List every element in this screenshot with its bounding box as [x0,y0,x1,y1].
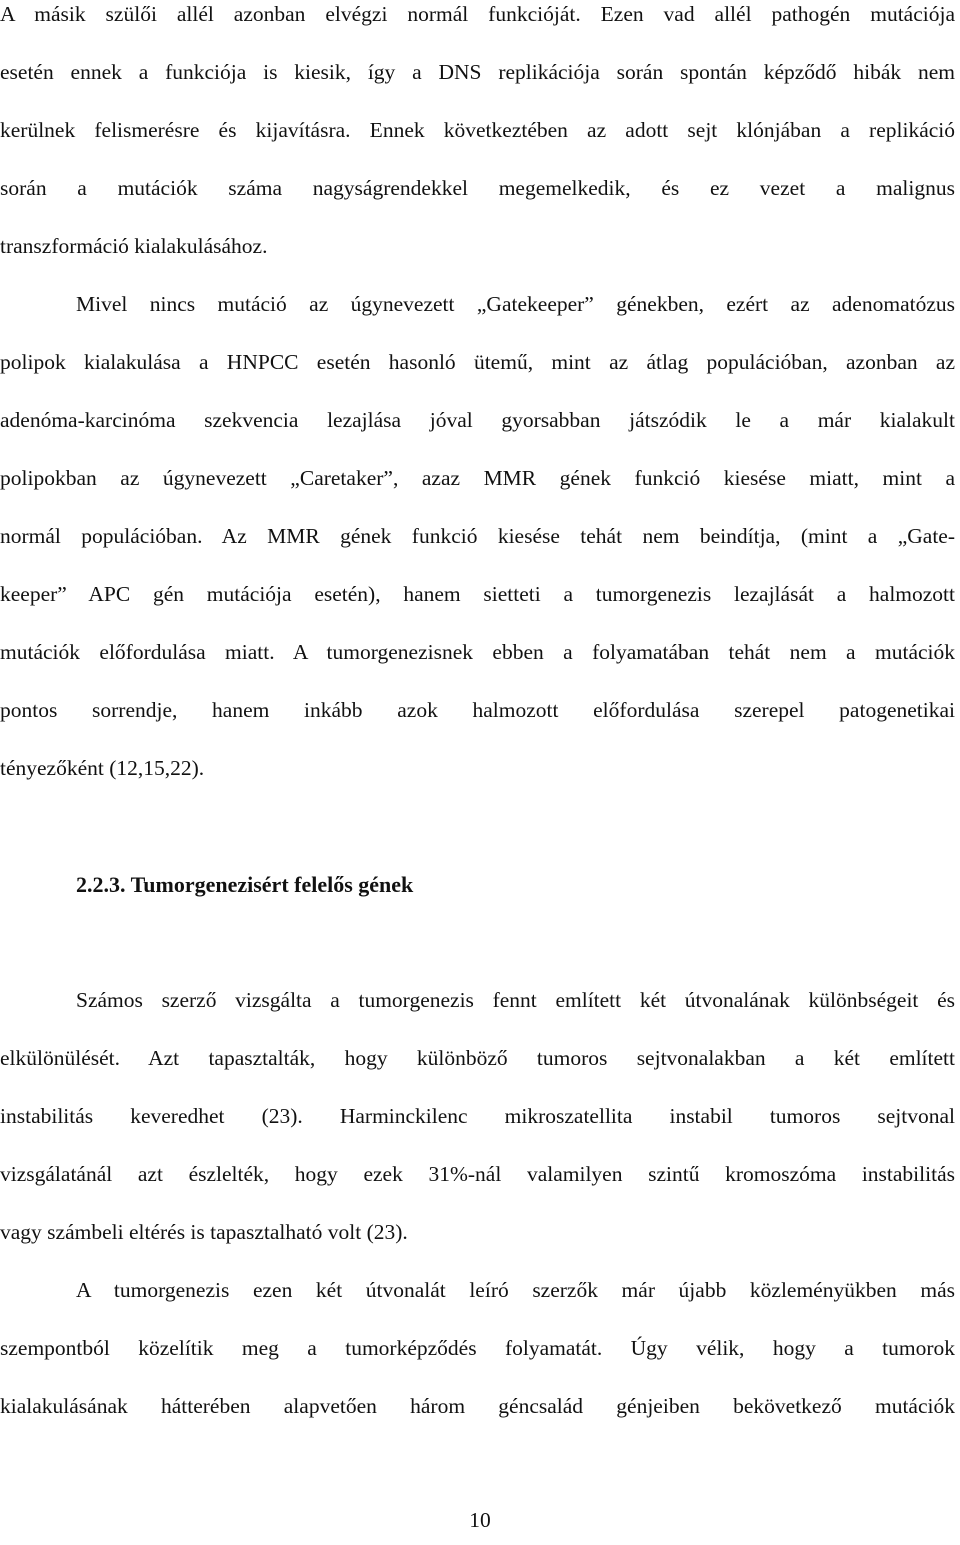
paragraph-2-line-7: mutációk előfordulása miatt. A tumorgenezisnek ebben a folyamatában tehát nem a mutációk [0,640,955,664]
paragraph-2-line-9: tényezőként (12,15,22). [0,756,205,780]
paragraph-3-line-4: vizsgálatánál azt észlelték, hogy ezek 31%-nál valamilyen szintű kromoszóma instabilitás [0,1162,955,1186]
paragraph-1-line-1: A másik szülői allél azonban elvégzi normál funkcióját. Ezen vad allél pathogén mutációja [0,2,955,26]
paragraph-4-line-1: A tumorgenezis ezen két útvonalát leíró szerzők már újabb közleményükben más [76,1278,955,1302]
paragraph-2-line-8: pontos sorrendje, hanem inkább azok halmozott előfordulása szerepel patogenetikai [0,698,955,722]
paragraph-3-line-1: Számos szerző vizsgálta a tumorgenezis fennt említett két útvonalának különbségeit és [76,988,955,1012]
paragraph-3-line-2: elkülönülését. Azt tapasztalták, hogy különböző tumoros sejtvonalakban a két említett [0,1046,955,1070]
paragraph-2-line-3: adenóma-karcinóma szekvencia lezajlása jóval gyorsabban játszódik le a már kialakult [0,408,955,432]
paragraph-1-line-4: során a mutációk száma nagyságrendekkel megemelkedik, és ez vezet a malignus [0,176,955,200]
paragraph-4-line-2: szempontból közelítik meg a tumorképződés folyamatát. Úgy vélik, hogy a tumorok [0,1336,955,1360]
paragraph-4-line-3: kialakulásának hátterében alapvetően három géncsalád génjeiben bekövetkező mutációk [0,1394,955,1418]
paragraph-3-line-3: instabilitás keveredhet (23). Harminckilenc mikroszatellita instabil tumoros sejtvonal [0,1104,955,1128]
paragraph-2-line-6: keeper” APC gén mutációja esetén), hanem sietteti a tumorgenezis lezajlását a halmozott [0,582,955,606]
paragraph-1-line-2: esetén ennek a funkciója is kiesik, így a DNS replikációja során spontán képződő hibák nem [0,60,955,84]
paragraph-2-line-2: polipok kialakulása a HNPCC esetén hasonló ütemű, mint az átlag populációban, azonban az [0,350,955,374]
paragraph-2-line-4: polipokban az úgynevezett „Caretaker”, azaz MMR gének funkció kiesése miatt, mint a [0,466,955,490]
paragraph-1-line-3: kerülnek felismerésre és kijavításra. Ennek következtében az adott sejt klónjában a replikáció [0,118,955,142]
paragraph-2-line-1: Mivel nincs mutáció az úgynevezett „Gatekeeper” génekben, ezért az adenomatózus [76,292,955,316]
paragraph-2-line-5: normál populációban. Az MMR gének funkció kiesése tehát nem beindítja, (mint a „Gate- [0,524,955,548]
section-heading: 2.2.3. Tumorgenezisért felelős gének [76,872,414,897]
paragraph-3-line-5: vagy számbeli eltérés is tapasztalható volt (23). [0,1220,408,1244]
paragraph-1-line-5: transzformáció kialakulásához. [0,234,268,258]
page-number: 10 [469,1508,491,1532]
